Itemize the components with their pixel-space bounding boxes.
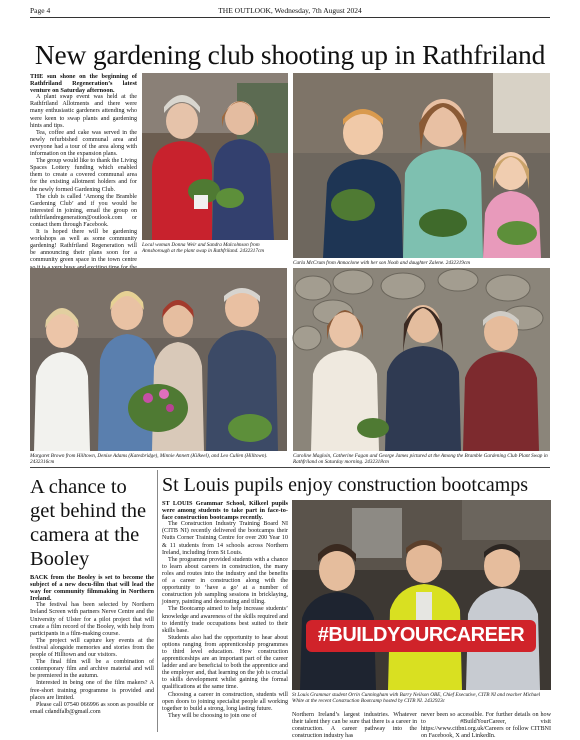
page-number: Page 4 bbox=[30, 6, 51, 15]
story1-para: It is hoped there will be gardening workshops as well as some community gardening! Rathfriland Regeneration will be announcing their plans soon for a community green space in the town centre bbox=[30, 229, 137, 264]
story2-headline: A chance to get behind the camera at the Booley bbox=[30, 476, 147, 570]
story2-para: The project will capture key events at the festival alongside memories and stories from the people of Hilltown and our visitors. bbox=[30, 637, 154, 659]
build-your-career-banner: #BUILDYOURCAREER bbox=[317, 624, 525, 646]
story3-col2-text: Northern Ireland’s largest industries. Whatever their talent they can be sure that there is a career in construction. A career pathway into the construction industry has bbox=[292, 712, 417, 740]
story1-para: The club is called ‘Among the Bramble Gardening Club’ and if you would be interested in joining, email the group on rathfrilandregeneration@outlook.com or contact them through Facebook. bbox=[30, 193, 137, 228]
photo-group-flowers bbox=[30, 268, 287, 451]
story3-headline: St Louis pupils enjoy construction bootcamps bbox=[162, 474, 529, 496]
story3-para: The Construction Industry Training Board NI (CITB NI) recently delivered the bootcamps their Nutts Corner Training Centre for over 200 Year 10 & 11 students from 14 schools across Northern Ireland, including from St Louis. bbox=[162, 521, 288, 556]
story1-para: Tea, coffee and cake was served in the newly refurbished communal area and everyone had a tour of the area along with information on the expansion plans. bbox=[30, 129, 137, 158]
story3-col3-text: never been so accessible. For further details on how to #BuildYourCareer, visit https://www.citbni.org.uk/Careers or follow CITBNI on Facebook, X and LinkedIn. bbox=[421, 712, 551, 740]
story1-para: The group would like to thank the Living Spaces Lottery funding which enabled them to create a covered communal area for the existing allotment holders and for the newly formed Gardening Club. bbox=[30, 158, 137, 193]
story3-lead: ST LOUIS Grammar School, Kilkeel pupils were among students to take part in face-to-face construction bootcamps recently. bbox=[162, 500, 288, 522]
section-divider bbox=[30, 467, 550, 468]
caption-photo2: Carla McCrum from Annaclone with her son Noah and daughter Zalene. 2432319cm bbox=[293, 260, 470, 266]
story3-para: The programme provided students with a chance to learn about careers in construction, the many roles and routes into the industry and the benefits of a career in construction along with the opportunity to ‘have a go’ at a number of construction job sampling sessions in bricklaying, joinery, painting and decorating and tiling. bbox=[162, 556, 288, 606]
story3-para: Choosing a career in construction, students will open doors to joining specialist people all working together to build a strong, long lasting future. bbox=[162, 691, 288, 712]
story2-para: Please call 07540 066996 as soon as possible or email cdandfalb@gmail.com bbox=[30, 701, 154, 715]
story3-col3 bbox=[421, 712, 551, 740]
masthead: THE OUTLOOK, Wednesday, 7th August 2024 bbox=[218, 6, 362, 15]
story1-para: A plant swap event was held at the Rathfriland Allotments and there were many enthusiastic gardeners attending who were keen to swap plants and gardening hints and tips. bbox=[30, 94, 137, 129]
story1-body bbox=[30, 73, 137, 264]
story3-para: Students also had the opportunity to hear about options ranging from apprenticeship programmes to third level education. How construction apprenticeships are an important part of the career ladder and are beneficial to both the apprentice and the employer and, that learning on the job is crucial to skills development whilst gaining the formal qualifications at the same time. bbox=[162, 634, 288, 691]
story3-col2 bbox=[292, 712, 417, 740]
story1-headline: New gardening club shooting up in Rathfriland bbox=[34, 39, 546, 70]
story2-para: The festival has been selected by Northern Ireland Screen with partners Nerve Centre and the University of Ulster for a pilot project that will create a film record of the Booley, with help from participants in a film-making course. bbox=[30, 602, 154, 637]
column-divider bbox=[157, 470, 158, 732]
story3-para: They will be choosing to join one of bbox=[168, 712, 257, 719]
photo-family-plants bbox=[293, 73, 550, 258]
photo-bootcamp bbox=[292, 500, 551, 690]
photo-trio-stone-wall bbox=[293, 268, 550, 451]
story2-para: Interested in being one of the film makers? A free-short training programme is provided and places are limited. bbox=[30, 680, 154, 701]
story2-lead: BACK from the Booley is set to become the subject of a new docu-film that will lead the way for community filmmaking in Northern Ireland. bbox=[30, 574, 154, 603]
story3-para: The Bootcamp aimed to help increase students’ knowledge and awareness of the skills required and to identify trade occupations best suited to their skills base. bbox=[162, 606, 288, 634]
caption-photo4: Caroline Magloin, Catherine Fagan and George James pictured at the Among the Bramble Gardening Club Plant Swap in Rathfriland on Saturday morning. 2432318cm bbox=[293, 453, 548, 465]
caption-photo1: Local woman Donna Weir and Sandra Malcolmson from Annsborough at the plant swap in Rathfriland. 2432317cm bbox=[142, 242, 265, 254]
page-header bbox=[30, 6, 550, 18]
photo-plant-swap-women bbox=[142, 73, 288, 240]
caption-photo3: Margaret Brown from Hilltown, Denise Adams (Katesbridge), Minnie Annett (Kilkeel), and Leo Cullen (Hilltown). 2432316cm bbox=[30, 453, 268, 465]
story2-para: The final film will be a combination of contemporary film and archive material and will be premiered in the autumn. bbox=[30, 659, 154, 680]
story1-lead: THE sun shone on the beginning of Rathfriland Regeneration’s latest venture on Saturday afternoon. bbox=[30, 73, 137, 95]
story3-body bbox=[162, 500, 288, 732]
story2-body bbox=[30, 574, 154, 732]
caption-bootcamp: St Louis Grammar student Orrin Cunningham with Barry Neilson OBE, Chief Executive, CITB NI and teacher Michael White at the recent Construction Bootcamp hosted by CITB NI. 2432923c bbox=[292, 692, 541, 704]
